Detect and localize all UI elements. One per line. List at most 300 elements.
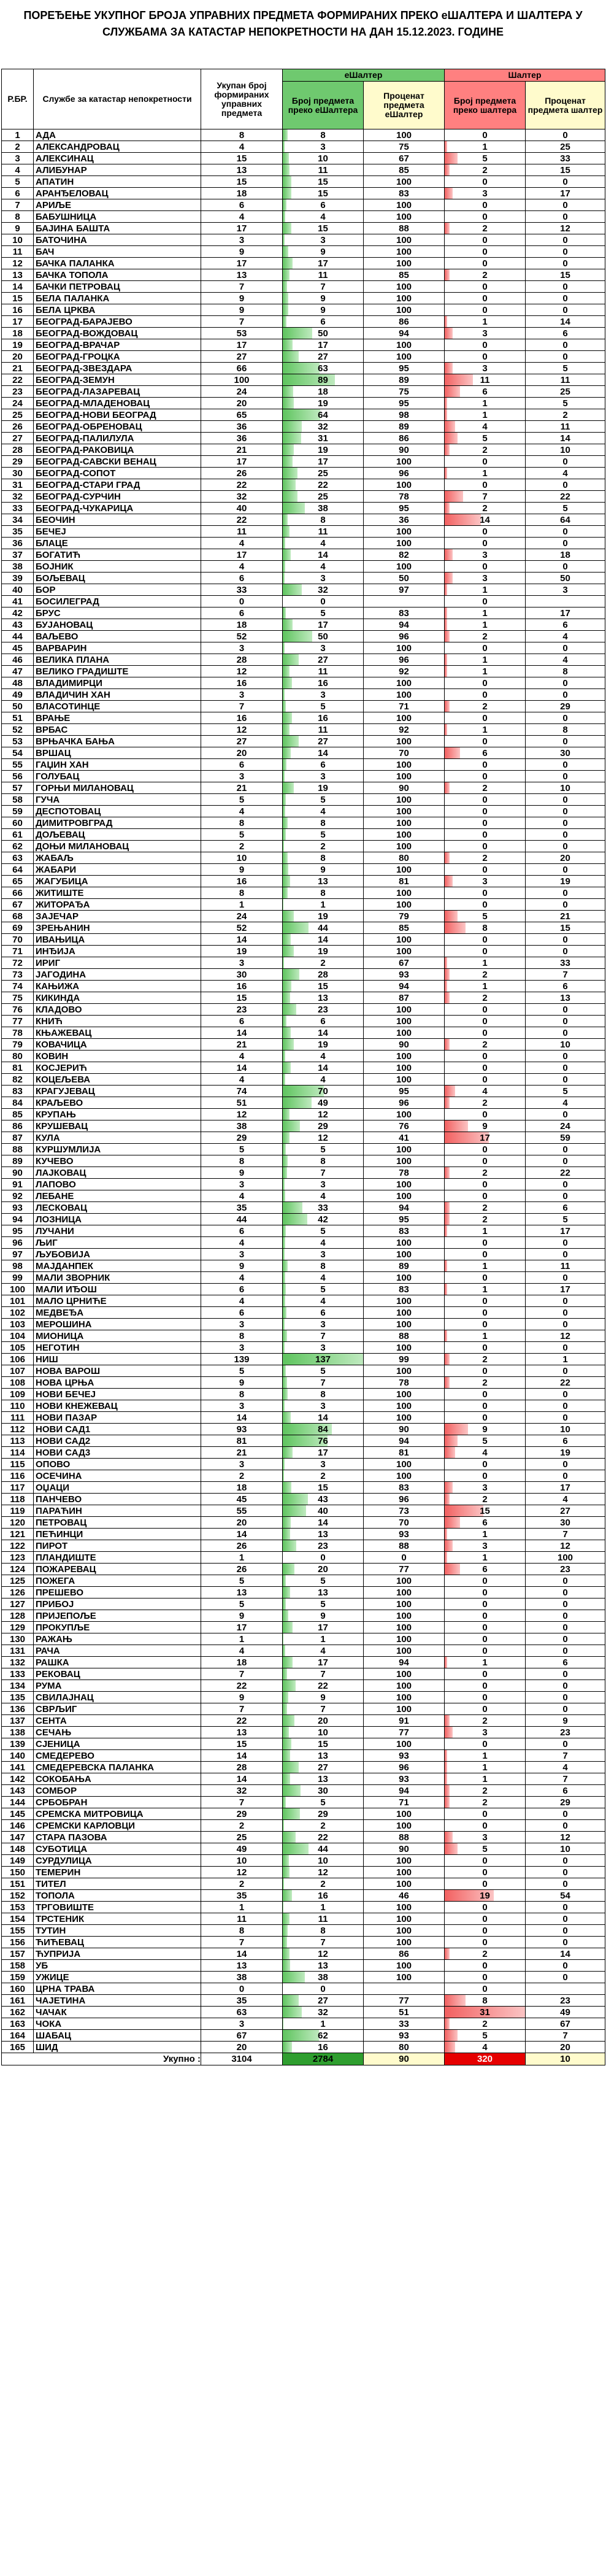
cell-service: ШИД: [34, 2042, 201, 2053]
cell-value: 5: [320, 1598, 326, 1610]
cell-value: 2: [482, 992, 488, 1003]
cell-e-pct: 78: [364, 1377, 445, 1389]
esalter-bar: [283, 164, 290, 175]
cell-rbr: 4: [2, 164, 34, 176]
cell-service: ПИРОТ: [34, 1540, 201, 1552]
cell-rbr: 163: [2, 2018, 34, 2030]
table-row: [2, 468, 605, 479]
cell-e-pct: 100: [364, 1179, 445, 1190]
cell-e-count: [283, 176, 364, 188]
cell-s-count: [445, 1890, 526, 1902]
esalter-bar: [283, 1808, 300, 1819]
cell-value: 3: [320, 1179, 326, 1190]
cell-value: 49: [318, 1097, 328, 1108]
cell-e-pct: 90: [364, 1843, 445, 1855]
cell-value: 5: [482, 1843, 488, 1854]
cell-s-pct: 20: [526, 852, 605, 864]
cell-value: 3: [320, 234, 326, 245]
cell-service: ЋИЋЕВАЦ: [34, 1937, 201, 1948]
cell-service: ГАЏИН ХАН: [34, 759, 201, 771]
cell-total: 7: [201, 701, 283, 712]
table-row: [2, 701, 605, 712]
cell-rbr: 41: [2, 596, 34, 607]
cell-e-count: [283, 1097, 364, 1109]
table-row: [2, 1027, 605, 1039]
cell-value: 0: [482, 1342, 488, 1353]
table-row: [2, 1738, 605, 1750]
table-row: [2, 1295, 605, 1307]
cell-service: ОСЕЧИНА: [34, 1470, 201, 1482]
cell-value: 15: [318, 176, 328, 187]
cell-value: 5: [320, 607, 326, 619]
cell-s-pct: 7: [526, 2030, 605, 2042]
cell-value: 11: [480, 374, 490, 385]
salter-bar: [445, 444, 450, 455]
cell-s-pct: 5: [526, 363, 605, 374]
cell-rbr: 90: [2, 1167, 34, 1179]
cell-total: 32: [201, 491, 283, 503]
cell-value: 0: [482, 1575, 488, 1586]
cell-value: 13: [318, 876, 328, 887]
cell-e-count: [283, 1400, 364, 1412]
cell-e-pct: 75: [364, 141, 445, 153]
esalter-bar: [283, 1610, 288, 1621]
salter-bar: [445, 1225, 447, 1236]
cell-value: 11: [318, 164, 328, 175]
salter-bar: [445, 1447, 455, 1458]
cell-rbr: 95: [2, 1225, 34, 1237]
cell-value: 9: [482, 1120, 488, 1132]
cell-service: НИШ: [34, 1354, 201, 1365]
esalter-bar: [283, 1762, 299, 1773]
esalter-bar: [283, 269, 290, 280]
cell-value: 40: [318, 1505, 328, 1516]
cell-s-count: [445, 841, 526, 852]
cell-e-pct: 100: [364, 281, 445, 293]
esalter-bar: [283, 1179, 285, 1190]
cell-total: 4: [201, 1051, 283, 1062]
cell-e-count: [283, 1832, 364, 1843]
cell-e-count: [283, 969, 364, 981]
table-row: [2, 1307, 605, 1319]
cell-s-count: [445, 386, 526, 398]
cell-e-pct: 78: [364, 491, 445, 503]
cell-total: 8: [201, 887, 283, 899]
cell-rbr: 109: [2, 1389, 34, 1400]
table-row: [2, 386, 605, 398]
cell-value: 0: [482, 1400, 488, 1411]
cell-service: БЕОГРАД-ЛАЗАРЕВАЦ: [34, 386, 201, 398]
cell-total: 3: [201, 642, 283, 654]
table-row: [2, 1144, 605, 1155]
cell-service: ТЕМЕРИН: [34, 1867, 201, 1878]
cell-e-count: [283, 1086, 364, 1097]
cell-s-pct: 14: [526, 316, 605, 328]
cell-total: 4: [201, 1645, 283, 1657]
cell-s-pct: 6: [526, 1202, 605, 1214]
cell-e-pct: 100: [364, 1598, 445, 1610]
cell-value: 4: [482, 421, 488, 432]
cell-total: 0: [201, 596, 283, 607]
esalter-bar: [283, 1878, 284, 1889]
cell-e-count: [283, 1459, 364, 1470]
cell-value: 19: [318, 782, 328, 793]
cell-value: 0: [482, 934, 488, 945]
cell-s-pct: 0: [526, 1972, 605, 1983]
cell-e-pct: 92: [364, 724, 445, 736]
cell-rbr: 61: [2, 829, 34, 841]
cell-e-pct: 100: [364, 1365, 445, 1377]
cell-service: НОВА ВАРОШ: [34, 1365, 201, 1377]
table-row: [2, 199, 605, 211]
cell-total: 5: [201, 1598, 283, 1610]
cell-value: 1: [482, 1330, 488, 1341]
header-e-pct: Проценат предмета еШалтер: [364, 82, 445, 129]
cell-total: 9: [201, 293, 283, 304]
cell-service: ВРБАС: [34, 724, 201, 736]
cell-s-pct: 0: [526, 1365, 605, 1377]
cell-e-pct: 100: [364, 1272, 445, 1284]
table-row: [2, 1610, 605, 1622]
esalter-bar: [283, 1820, 284, 1831]
cell-value: 0: [482, 677, 488, 688]
cell-e-pct: 94: [364, 1202, 445, 1214]
cell-e-pct: 36: [364, 514, 445, 526]
cell-service: ПРОКУПЉЕ: [34, 1622, 201, 1633]
cell-service: ГОЛУБАЦ: [34, 771, 201, 782]
cell-e-count: [283, 328, 364, 339]
cell-e-pct: 100: [364, 1645, 445, 1657]
cell-service: БАБУШНИЦА: [34, 211, 201, 223]
salter-bar: [445, 2042, 455, 2053]
cell-value: 2: [482, 503, 488, 514]
cell-service: ЗАЈЕЧАР: [34, 911, 201, 922]
cell-rbr: 67: [2, 899, 34, 911]
esalter-bar: [283, 433, 301, 444]
cell-service: БАЧКА ПАЛАНКА: [34, 258, 201, 269]
table-row: [2, 922, 605, 934]
cell-s-pct: 10: [526, 1424, 605, 1435]
table-row: [2, 164, 605, 176]
esalter-bar: [283, 549, 291, 560]
cell-e-count: [283, 316, 364, 328]
cell-total: 20: [201, 2042, 283, 2053]
cell-e-count: [283, 1855, 364, 1867]
cell-value: 0: [482, 642, 488, 654]
cell-total: 4: [201, 141, 283, 153]
esalter-bar: [283, 782, 294, 793]
table-row: [2, 2007, 605, 2018]
esalter-bar: [283, 1155, 288, 1167]
cell-value: 3: [320, 771, 326, 782]
cell-total: 13: [201, 164, 283, 176]
cell-value: 2: [482, 1354, 488, 1365]
cell-value: 9: [320, 304, 326, 315]
cell-value: 5: [320, 1284, 326, 1295]
cell-rbr: 110: [2, 1400, 34, 1412]
salter-bar: [445, 981, 447, 992]
cell-service: ВАЉЕВО: [34, 631, 201, 642]
cell-e-count: [283, 1680, 364, 1692]
cell-s-pct: 0: [526, 1319, 605, 1330]
cell-s-pct: 0: [526, 1610, 605, 1622]
footer-e-pct: 90: [364, 2053, 445, 2065]
cell-s-count: [445, 1190, 526, 1202]
cell-e-count: [283, 234, 364, 246]
cell-value: 0: [482, 479, 488, 490]
cell-value: 0: [482, 538, 488, 549]
cell-s-count: [445, 1668, 526, 1680]
cell-e-pct: 100: [364, 1027, 445, 1039]
cell-rbr: 118: [2, 1494, 34, 1505]
cell-rbr: 103: [2, 1319, 34, 1330]
cell-s-pct: 0: [526, 1680, 605, 1692]
cell-e-count: [283, 1144, 364, 1155]
cell-rbr: 153: [2, 1902, 34, 1913]
esalter-bar: [283, 1703, 287, 1714]
table-row: [2, 1354, 605, 1365]
header-rbr: Р.БР.: [2, 69, 34, 129]
cell-service: ДОЊИ МИЛАНОВАЦ: [34, 841, 201, 852]
cell-value: 50: [318, 631, 328, 642]
table-row: [2, 596, 605, 607]
cell-s-count: [445, 981, 526, 992]
cell-e-pct: 100: [364, 1412, 445, 1424]
cell-service: МЕРОШИНА: [34, 1319, 201, 1330]
cell-s-pct: 2: [526, 409, 605, 421]
cell-value: 14: [480, 514, 490, 525]
cell-e-count: [283, 444, 364, 456]
cell-value: 3: [320, 689, 326, 700]
cell-rbr: 106: [2, 1354, 34, 1365]
esalter-bar: [283, 619, 293, 630]
cell-e-count: [283, 806, 364, 817]
cell-rbr: 165: [2, 2042, 34, 2053]
cell-e-count: [283, 1715, 364, 1727]
cell-s-count: [445, 1202, 526, 1214]
cell-e-pct: 100: [364, 794, 445, 806]
cell-rbr: 115: [2, 1459, 34, 1470]
cell-value: 0: [482, 456, 488, 467]
table-row: [2, 852, 605, 864]
cell-s-pct: 4: [526, 631, 605, 642]
cell-s-pct: 0: [526, 1867, 605, 1878]
cell-service: РАШКА: [34, 1657, 201, 1668]
esalter-bar: [283, 864, 288, 875]
cell-s-pct: 10: [526, 1843, 605, 1855]
cell-s-count: [445, 1435, 526, 1447]
cell-value: 3: [482, 876, 488, 887]
cell-s-count: [445, 899, 526, 911]
cell-e-count: [283, 421, 364, 433]
esalter-bar: [283, 514, 288, 525]
table-row: [2, 188, 605, 199]
cell-total: 2: [201, 841, 283, 852]
cell-rbr: 114: [2, 1447, 34, 1459]
cell-s-count: [445, 631, 526, 642]
table-row: [2, 1167, 605, 1179]
cell-s-pct: 0: [526, 1016, 605, 1027]
cell-value: 6: [482, 386, 488, 397]
cell-e-pct: 96: [364, 1494, 445, 1505]
cell-value: 7: [320, 1330, 326, 1341]
cell-service: БЕОГРАД-НОВИ БЕОГРАД: [34, 409, 201, 421]
cell-value: 0: [482, 234, 488, 245]
esalter-bar: [283, 1109, 290, 1120]
table-row: [2, 1622, 605, 1633]
cell-value: 1: [320, 1633, 326, 1645]
cell-s-count: [445, 1773, 526, 1785]
cell-s-count: [445, 491, 526, 503]
table-row: [2, 363, 605, 374]
cell-e-pct: [364, 596, 445, 607]
table-row: [2, 642, 605, 654]
cell-e-count: [283, 2030, 364, 2042]
cell-total: 6: [201, 1284, 283, 1295]
cell-s-count: [445, 1843, 526, 1855]
cell-rbr: 17: [2, 316, 34, 328]
cell-total: 32: [201, 1785, 283, 1797]
cell-s-pct: 67: [526, 2018, 605, 2030]
salter-bar: [445, 1552, 447, 1563]
cell-e-count: [283, 712, 364, 724]
table-row: [2, 1715, 605, 1727]
cell-value: 15: [318, 981, 328, 992]
esalter-bar: [283, 573, 285, 584]
cell-service: ВЛАДИМИРЦИ: [34, 677, 201, 689]
cell-e-pct: 100: [364, 1319, 445, 1330]
cell-e-count: [283, 223, 364, 234]
cell-value: 2: [482, 269, 488, 280]
cell-s-count: [445, 176, 526, 188]
cell-s-pct: 7: [526, 1529, 605, 1540]
esalter-bar: [283, 1517, 291, 1528]
cell-total: 8: [201, 1155, 283, 1167]
table-row: [2, 2018, 605, 2030]
cell-rbr: 53: [2, 736, 34, 747]
cell-s-count: [445, 549, 526, 561]
cell-e-pct: 100: [364, 841, 445, 852]
cell-rbr: 104: [2, 1330, 34, 1342]
esalter-bar: [283, 1773, 290, 1784]
cell-e-pct: 33: [364, 2018, 445, 2030]
cell-e-count: [283, 456, 364, 468]
cell-value: 0: [482, 1179, 488, 1190]
cell-service: ПАРАЋИН: [34, 1505, 201, 1517]
cell-value: 0: [482, 1389, 488, 1400]
cell-total: 7: [201, 1937, 283, 1948]
cell-e-count: [283, 1272, 364, 1284]
table-row: [2, 1972, 605, 1983]
cell-rbr: 148: [2, 1843, 34, 1855]
cell-total: 6: [201, 607, 283, 619]
cell-value: 9: [320, 1610, 326, 1621]
cell-value: 0: [482, 1190, 488, 1201]
table-row: [2, 724, 605, 736]
cell-e-pct: 94: [364, 981, 445, 992]
cell-total: 3: [201, 1179, 283, 1190]
cell-service: СУБОТИЦА: [34, 1843, 201, 1855]
cell-value: 3: [482, 1727, 488, 1738]
cell-e-count: [283, 1365, 364, 1377]
cell-e-count: [283, 1890, 364, 1902]
esalter-bar: [283, 1051, 285, 1062]
cell-total: 8: [201, 1389, 283, 1400]
table-row: [2, 1890, 605, 1902]
cell-s-pct: 0: [526, 1295, 605, 1307]
cell-s-pct: 4: [526, 1494, 605, 1505]
cell-e-count: [283, 1598, 364, 1610]
cell-rbr: 134: [2, 1680, 34, 1692]
cell-value: 0: [482, 817, 488, 828]
cell-service: БАЧКИ ПЕТРОВАЦ: [34, 281, 201, 293]
cell-value: 1: [320, 1902, 326, 1913]
cell-e-count: [283, 1482, 364, 1494]
cell-value: 3: [482, 328, 488, 339]
cell-service: КОВАЧИЦА: [34, 1039, 201, 1051]
table-row: [2, 1855, 605, 1867]
cell-total: 25: [201, 1832, 283, 1843]
cell-e-count: [283, 1214, 364, 1225]
cell-value: 17: [480, 1132, 490, 1143]
cell-service: МАЛО ЦРНИЋЕ: [34, 1295, 201, 1307]
cell-value: 16: [318, 2042, 328, 2053]
cell-value: 4: [482, 1447, 488, 1458]
cell-e-count: [283, 199, 364, 211]
cell-s-count: [445, 1272, 526, 1284]
cell-s-pct: 20: [526, 2042, 605, 2053]
cell-e-count: [283, 1645, 364, 1657]
salter-bar: [445, 1843, 458, 1854]
cell-total: 6: [201, 759, 283, 771]
cell-value: 0: [482, 1062, 488, 1073]
cell-e-count: [283, 1190, 364, 1202]
esalter-bar: [283, 1260, 288, 1271]
cell-s-pct: 29: [526, 701, 605, 712]
cell-value: 44: [318, 922, 328, 933]
cell-s-count: [445, 1389, 526, 1400]
esalter-bar: [283, 1447, 293, 1458]
cell-s-count: [445, 1703, 526, 1715]
cell-s-count: [445, 1214, 526, 1225]
esalter-bar: [283, 561, 285, 572]
cell-s-count: [445, 1913, 526, 1925]
cell-service: БЕОГРАД-САВСКИ ВЕНАЦ: [34, 456, 201, 468]
table-row: [2, 328, 605, 339]
esalter-bar: [283, 1750, 290, 1761]
cell-s-count: [445, 1132, 526, 1144]
header-s-count: Број предмета преко шалтера: [445, 82, 526, 129]
table-row: [2, 829, 605, 841]
cell-s-pct: 0: [526, 806, 605, 817]
salter-bar: [445, 223, 450, 234]
cell-e-pct: 97: [364, 584, 445, 596]
cell-s-pct: 5: [526, 1086, 605, 1097]
cell-value: 2: [482, 1715, 488, 1726]
cell-s-pct: 19: [526, 876, 605, 887]
cell-rbr: 146: [2, 1820, 34, 1832]
cell-total: 17: [201, 456, 283, 468]
cell-e-count: [283, 1004, 364, 1016]
cell-value: 3: [482, 573, 488, 584]
esalter-bar: [283, 1540, 296, 1551]
cell-total: 8: [201, 1330, 283, 1342]
cell-rbr: 154: [2, 1913, 34, 1925]
cell-rbr: 121: [2, 1529, 34, 1540]
cell-rbr: 145: [2, 1808, 34, 1820]
cell-service: ЉИГ: [34, 1237, 201, 1249]
esalter-bar: [283, 2030, 319, 2041]
